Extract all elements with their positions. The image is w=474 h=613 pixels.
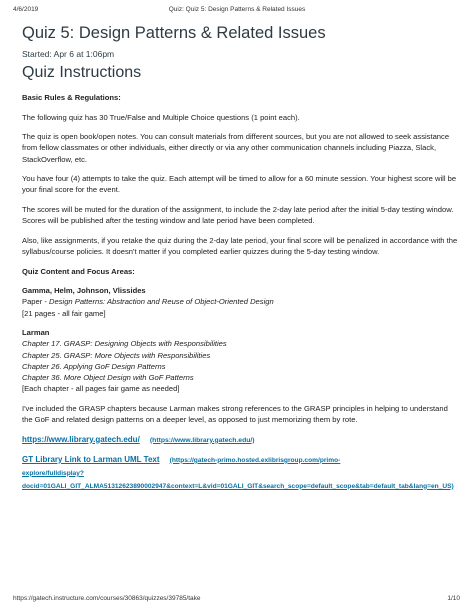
larman-heading: Larman — [22, 328, 50, 338]
larman-note: [Each chapter - all pages fair game as needed] — [22, 384, 180, 394]
rules-paragraph-4: The scores will be muted for the duration of the assignment, to include the 2-day late period after the initial 5-day testing window. Scores will be published after the testing window and late period have been completed. — [22, 204, 454, 226]
larman-url-part-3[interactable]: docid=01GALI_GIT_ALMA51312623890002947&context=L&vid=01GALI_GIT&search_scope=default_scope&tab=default_tab&lang=en_US) — [22, 482, 454, 490]
larman-block — [22, 327, 458, 394]
gamma-note: [21 pages - all fair game] — [22, 308, 106, 318]
library-link-url — [150, 437, 255, 444]
larman-chapter: Chapter 26. Applying GoF Design Patterns — [22, 361, 166, 371]
larman-url-part-2[interactable]: explore/fulldisplay? — [22, 469, 84, 477]
library-url-link[interactable]: (https://www.library.gatech.edu/) — [149, 436, 255, 444]
rules-paragraph-5: Also, like assignments, if you retake the quiz during the 2-day late period, your final score will be penalized in accordance with the syllabus/course policies. It doesn't matter if you completed earlier quizzes during the 5-day testing window. — [22, 235, 458, 256]
larman-chapter: Chapter 17. GRASP: Designing Objects with Responsibilities — [22, 339, 227, 349]
gamma-paper-title: Design Patterns: Abstraction and Reuse of Object-Oriented Design — [49, 297, 274, 307]
library-link[interactable]: https://www.library.gatech.edu/ — [22, 434, 140, 444]
content-heading: Quiz Content and Focus Areas: — [22, 266, 135, 276]
print-footer — [0, 595, 474, 607]
larman-text-link-row — [22, 454, 458, 493]
rules-paragraph-3: You have four (4) attempts to take the quiz. Each attempt will be timed to allow for a 60 minute session. Your highest score will be your final score for the event. — [22, 174, 457, 195]
library-link-row — [22, 434, 458, 446]
rules-heading: Basic Rules & Regulations: — [22, 93, 121, 102]
gamma-heading: Gamma, Helm, Johnson, Vlissides — [22, 286, 146, 296]
page-number: 1/10 — [447, 595, 460, 602]
larman-chapter: Chapter 25. GRASP: More Objects with Responsibilities — [22, 350, 211, 360]
print-header — [0, 4, 474, 18]
print-date: 4/6/2019 — [13, 6, 39, 13]
rules-paragraph-1: The following quiz has 30 True/False and Multiple Choice questions (1 point each). — [22, 112, 300, 122]
larman-chapter: Chapter 36. More Object Design with GoF Patterns — [22, 372, 194, 382]
started-timestamp: Started: Apr 6 at 1:06pm — [22, 49, 115, 59]
page-title: Quiz 5: Design Patterns & Related Issues — [22, 24, 326, 42]
gamma-block — [22, 285, 458, 319]
larman-url-part-1[interactable]: (https://gatech-primo.hosted.exlibrisgroup.com/primo- — [169, 456, 341, 464]
instructions-heading: Quiz Instructions — [22, 64, 142, 81]
print-title: Quiz: Quiz 5: Design Patterns & Related Issues — [168, 6, 306, 13]
print-url: https://gatech.instructure.com/courses/30863/quizzes/39785/take — [13, 595, 201, 602]
larman-text-link[interactable]: GT Library Link to Larman UML Text — [22, 454, 160, 464]
grasp-paragraph: I've included the GRASP chapters because Larman makes strong references to the GRASP principles in helping to understand the GoF and related design patterns on a deeper level, as opposed to just memorizing them by rote. — [22, 403, 448, 424]
rules-paragraph-2: The quiz is open book/open notes. You can consult materials from different sources, but you are not allowed to seek assistance from fellow classmates or other individuals, either directly or via any other communication channels including Piazza, Slack, StackOverflow, etc. — [22, 132, 450, 164]
gamma-paper — [22, 296, 458, 307]
quiz-content — [22, 22, 458, 501]
gamma-paper-prefix: Paper - — [22, 297, 50, 307]
